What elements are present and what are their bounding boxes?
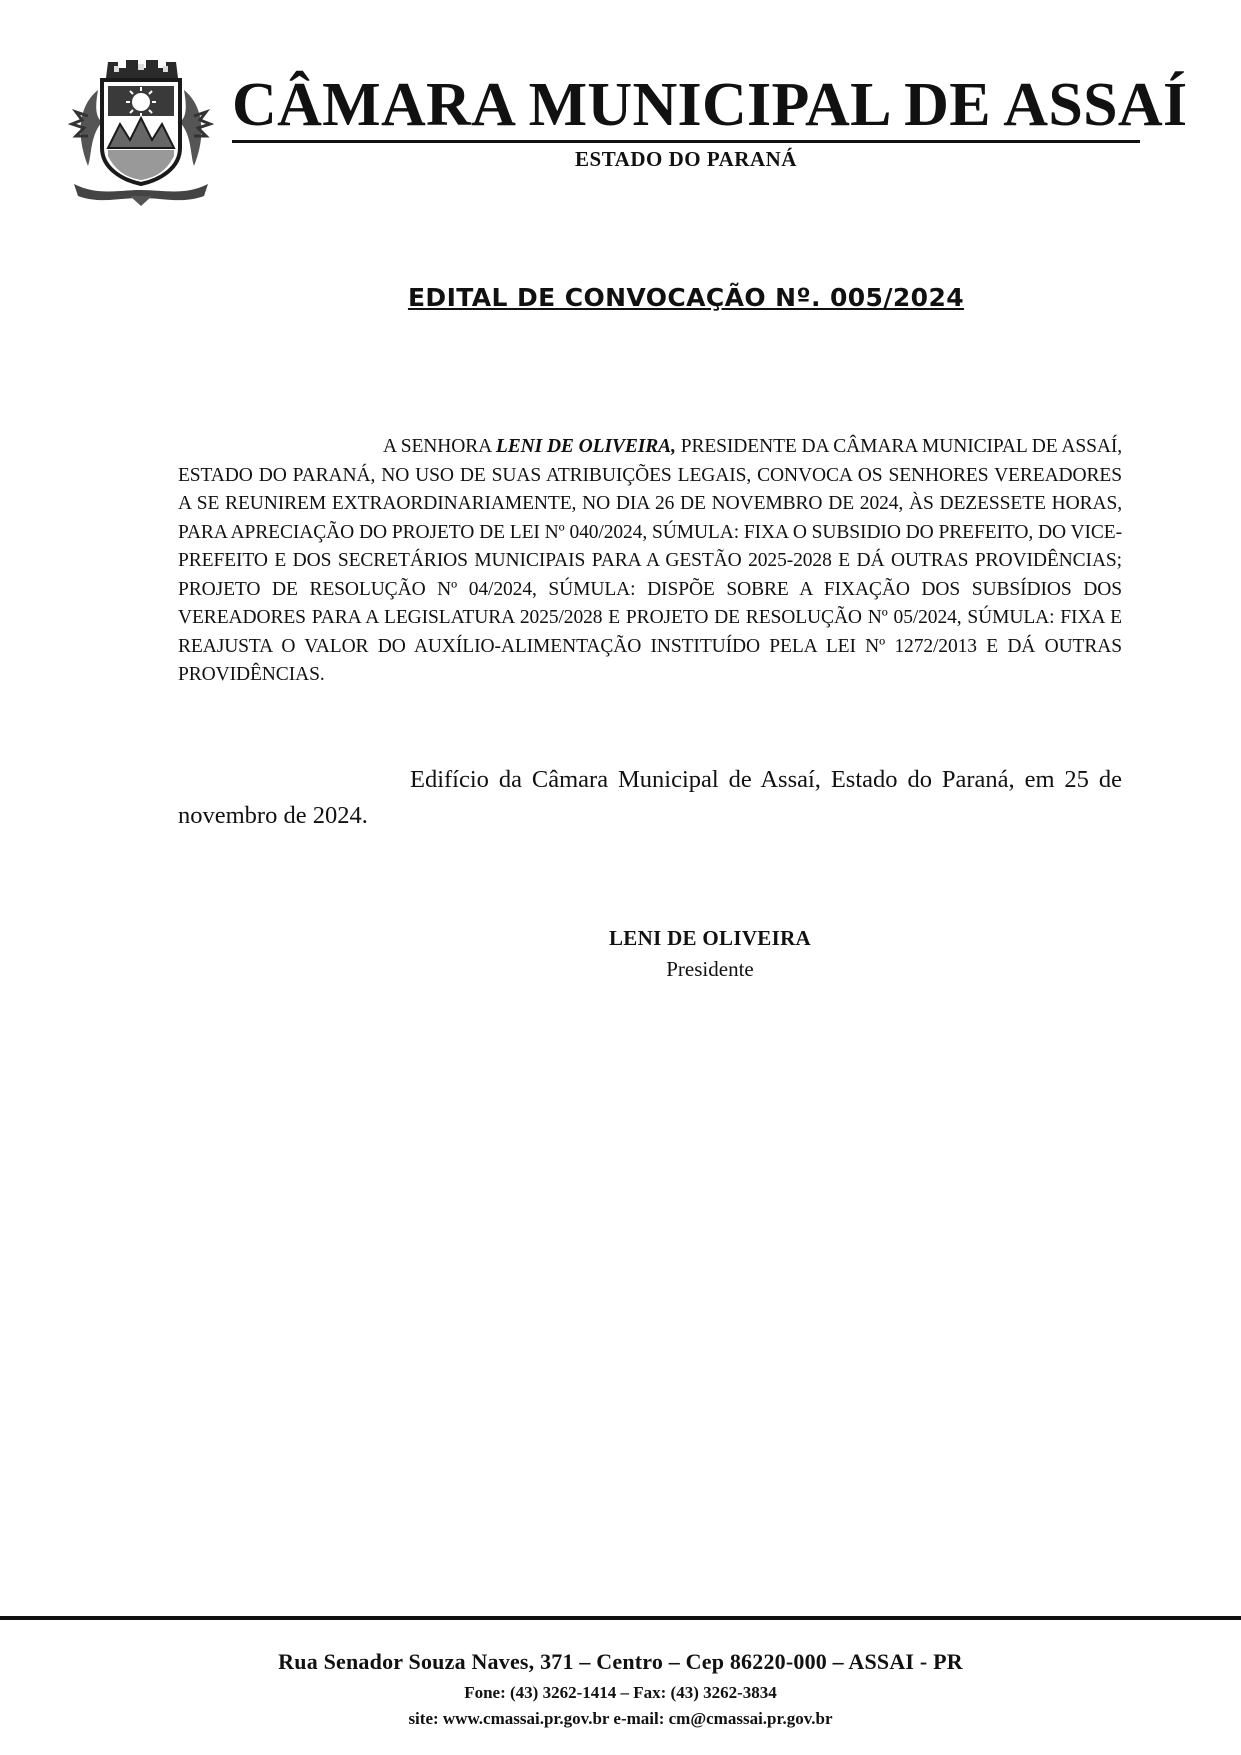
footer (0, 1649, 1241, 1729)
place-and-date (178, 762, 1122, 834)
footer-contact: site: www.cmassai.pr.gov.br e-mail: cm@cmassai.pr.gov.br (408, 1709, 833, 1728)
institution-title: CÂMARA MUNICIPAL DE ASSAÍ (232, 71, 1188, 139)
municipal-coat-of-arms-icon (68, 56, 214, 206)
institution-subtitle: ESTADO DO PARANÁ (575, 147, 797, 171)
convocation-body (178, 433, 1122, 690)
footer-phone: Fone: (43) 3262-1414 – Fax: (43) 3262-3834 (464, 1683, 777, 1702)
document-title: EDITAL DE CONVOCAÇÃO Nº. 005/2024 (407, 283, 965, 312)
body-prefix: A SENHORA (383, 436, 496, 457)
signature-block (560, 926, 860, 982)
footer-divider (0, 1616, 1241, 1620)
place-date-text: Edifício da Câmara Municipal de Assaí, Estado do Paraná, em 25 de novembro de 2024. (178, 766, 1122, 829)
signatory-name: LENI DE OLIVEIRA (608, 926, 811, 950)
header-divider (232, 140, 1140, 143)
footer-address: Rua Senador Souza Naves, 371 – Centro – Cep 86220-000 – ASSAI - PR (278, 1649, 963, 1674)
body-text: PRESIDENTE DA CÂMARA MUNICIPAL DE ASSAÍ, ESTADO DO PARANÁ, NO USO DE SUAS ATRIBUIÇÕES LEGAIS, CONVOCA OS SENHORES VEREADORES A SE REUNIREM EXTRAORDINARIAMENTE, NO DIA 26 DE NOVEMBRO DE 2024, ÀS DEZESSETE HORAS, PARA APRECIAÇÃO DO PROJETO DE LEI Nº 040/2024, SÚMULA: FIXA O SUBSIDIO DO PREFEITO, DO VICE-PREFEITO E DOS SECRETÁRIOS MUNICIPAIS PARA A GESTÃO 2025-2028 E DÁ OUTRAS PROVIDÊNCIAS; PROJETO DE RESOLUÇÃO Nº 04/2024, SÚMULA: DISPÕE SOBRE A FIXAÇÃO DOS SUBSÍDIOS DOS VEREADORES PARA A LEGISLATURA 2025/2028 E PROJETO DE RESOLUÇÃO Nº 05/2024, SÚMULA: FIXA E REAJUSTA O VALOR DO AUXÍLIO-ALIMENTAÇÃO INSTITUÍDO PELA LEI Nº 1272/2013 E DÁ OUTRAS PROVIDÊNCIAS. (178, 436, 1122, 685)
president-name-inline: LENI DE OLIVEIRA, (495, 436, 676, 457)
signatory-role: Presidente (666, 957, 754, 981)
